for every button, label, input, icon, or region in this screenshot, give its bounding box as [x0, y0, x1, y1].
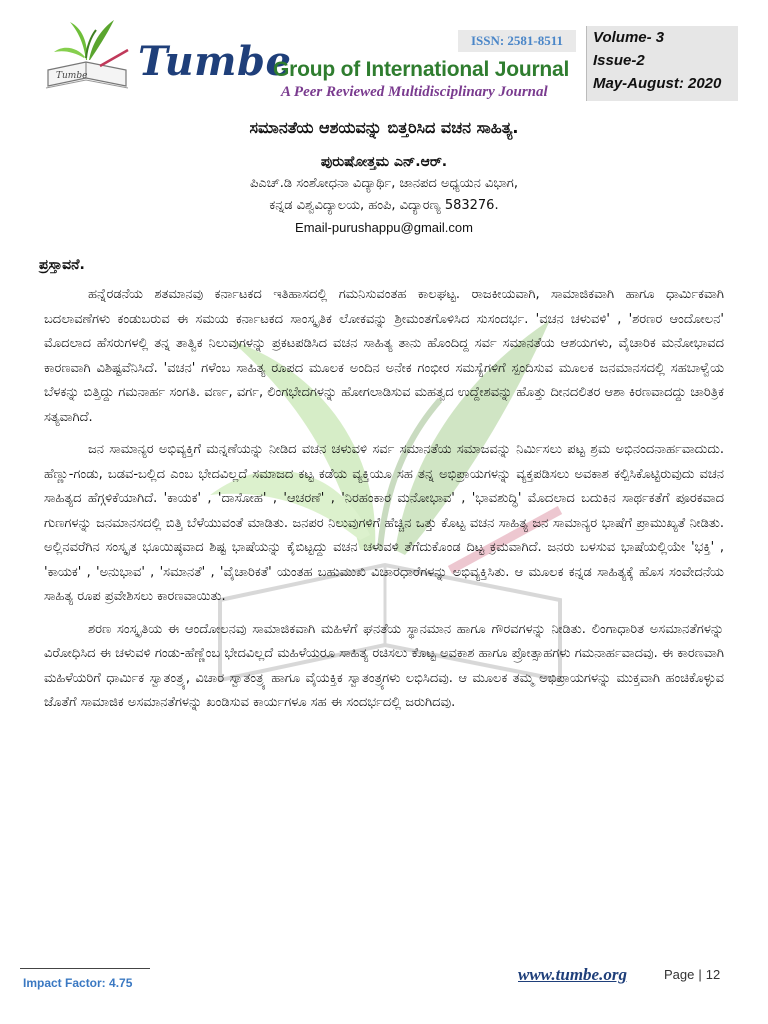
journal-logo: [40, 8, 135, 100]
page-separator: |: [698, 967, 702, 982]
issn-badge: ISSN: 2581-8511: [458, 30, 576, 52]
paragraph: ಹನ್ನೆರಡನೆಯ ಶತಮಾನವು ಕರ್ನಾಟಕದ ಇತಿಹಾಸದಲ್ಲಿ ಗಮನಿಸುವಂತಹ ಕಾಲಘಟ್ಟ. ರಾಜಕೀಯವಾಗಿ, ಸಾಮಾಜಿಕವಾಗಿ ಹಾಗೂ ಧಾರ್ಮಿಕವಾಗಿ ಬದಲಾವಣೆಗಳು ಕಂಡುಬರುವ ಈ ಸಮಯ ಕರ್ನಾಟಕದ ಸಾಂಸ್ಕೃತಿಕ ಲೋಕವನ್ನು ಶ್ರೀಮಂತಗೊಳಿಸಿದ ಸುಸಂದರ್ಭ. 'ವಚನ ಚಳುವಳಿ' , 'ಶರಣರ ಆಂದೋಲನ' ಮೊದಲಾದ ಹೆಸರುಗಳಲ್ಲಿ ತನ್ನ ತಾತ್ವಿಕ ನಿಲುವುಗಳನ್ನು ಪ್ರಕಟಪಡಿಸಿದ ವಚನ ಸಾಹಿತ್ಯ ತಾನು ಹೊಂದಿದ್ದ ಸರ್ವ ಸಮಾನತೆಯ ಆಶಯಗಳು, ವೈಚಾರಿಕ ಮನೋಭಾವದ ಕಾರಣವಾಗಿ ವಿಶಿಷ್ಟವೆನಿಸಿದೆ. 'ವಚನ' ಗಳೆಂಬ ಸಾಹಿತ್ಯ ರೂಪದ ಮೂಲಕ ಅಂದಿನ ಅನೇಕ ಗಂಭೀರ ಸಮಸ್ಯೆಗಳಿಗೆ ಸ್ಪಂದಿಸುವ ಮೂಲಕ ಜನಮಾನಸದಲ್ಲಿ ಸಹಬಾಳ್ವೆಯ ಬೆಳಕನ್ನು ಬಿತ್ತಿದ್ದು ಗಮನಾರ್ಹ ಸಂಗತಿ. ವರ್ಣ, ವರ್ಗ, ಲಿಂಗಭೇದಗಳನ್ನು ಹೋಗಲಾಡಿಸುವ ಮಹತ್ವದ ಉದ್ದೇಶವನ್ನು ಹೊತ್ತು ದೀನದಲಿತರ ಆಶಾ ಕಿರಣವಾದದ್ದು ಚಾರಿತ್ರಿಕ ಸತ್ಯವಾಗಿದೆ.: [44, 287, 724, 425]
volume-label: Volume- 3: [593, 29, 665, 46]
page-number-block: [664, 967, 720, 982]
footer-divider: [20, 968, 150, 969]
svg-text:Tumbe: Tumbe: [56, 71, 88, 81]
section-heading: ಪ್ರಸ್ತಾವನೆ.: [39, 257, 85, 273]
author-affiliation-line-1: ಪಿಎಚ್.ಡಿ ಸಂಶೋಧನಾ ವಿದ್ಯಾರ್ಥಿ, ಜಾನಪದ ಅಧ್ಯಯನ ವಿಭಾಗ,: [250, 176, 518, 191]
paragraph: ಜನ ಸಾಮಾನ್ಯರ ಅಭಿವ್ಯಕ್ತಿಗೆ ಮನ್ನಣೆಯನ್ನು ನೀಡಿದ ವಚನ ಚಳುವಳಿ ಸರ್ವ ಸಮಾನತೆಯ ಸಮಾಜವನ್ನು ನಿರ್ಮಿಸಲು ಪಟ್ಟ ಶ್ರಮ ಅಭಿನಂದನಾರ್ಹವಾದುದು. ಹೆಣ್ಣು-ಗಂಡು, ಬಡವ-ಬಲ್ಲಿದ ಎಂಬ ಭೇದವಿಲ್ಲದೆ ಸಮಾಜದ ಕಟ್ಟ ಕಡೆಯ ವ್ಯಕ್ತಿಯೂ ಸಹ ತನ್ನ ಅಭಿಪ್ರಾಯಗಳನ್ನು ವ್ಯಕ್ತಪಡಿಸಲು ಅವಕಾಶ ಕಲ್ಪಿಸಿಕೊಟ್ಟಿರುವುದು ವಚನ ಸಾಹಿತ್ಯದ ಹೆಗ್ಗಳಿಕೆಯಾಗಿದೆ. 'ಕಾಯಕ' , 'ದಾಸೋಹ' , 'ಆಚರಣೆ' , 'ನಿರಹಂಕಾರ ಮನೋಭಾವ' , 'ಭಾವಶುದ್ಧಿ' ಮೊದಲಾದ ಬದುಕಿನ ಸಾರ್ಥಕತೆಗೆ ಪೂರಕವಾದ ಗುಣಗಳನ್ನು ಜನಮಾನಸದಲ್ಲಿ ಬಿತ್ತಿ ಬೆಳೆಯುವಂತೆ ಮಾಡಿತು. ಜನಪರ ನಿಲುವುಗಳಿಗೆ ಹೆಚ್ಚಿನ ಒತ್ತು ಕೊಟ್ಟ ವಚನ ಸಾಹಿತ್ಯ ಜನ ಸಾಮಾನ್ಯರ ಭಾಷೆಗೆ ಪ್ರಾಮುಖ್ಯತೆ ನೀಡಿತು. ಅಲ್ಲಿನವರೆಗಿನ ಸಂಸ್ಕೃತ ಭೂಯಿಷ್ಠವಾದ ಶಿಷ್ಟ ಭಾಷೆಯನ್ನು ಕೈಬಿಟ್ಟದ್ದು ವಚನ ಚಳುವಳಿ ತೆಗೆದುಕೊಂಡ ದಿಟ್ಟ ಕ್ರಮವಾಗಿದೆ. ಜನರು ಬಳಸುವ ಭಾಷೆಯಲ್ಲಿಯೇ 'ಭಕ್ತಿ' , 'ಕಾಯಕ' , 'ಅನುಭಾವ' , 'ಸಮಾನತೆ' , 'ವೈಚಾರಿಕತೆ' ಯಂತಹ ಬಹುಮುಖಿ ವಿಚಾರಧಾರೆಗಳನ್ನು ಅಭಿವ್ಯಕ್ತಿಸಿತು. ಆ ಮೂಲಕ ಕನ್ನಡ ಸಾಹಿತ್ಯಕ್ಕೆ ಹೊಸ ಸಂವೇದನೆಯ ಸಾಹಿತ್ಯ ರೂಪ ಪ್ರವೇಶಿಸಲು ಕಾರಣವಾಯಿತು.: [44, 442, 724, 604]
volume-issue-box: [586, 26, 738, 101]
journal-tagline: A Peer Reviewed Multidisciplinary Journal: [281, 84, 548, 100]
article-author: ಪುರುಷೋತ್ತಮ ಎನ್.ಆರ್.: [320, 154, 448, 170]
page-number: 12: [705, 967, 721, 982]
article-body: [39, 118, 724, 716]
period-label: May-August: 2020: [593, 75, 722, 92]
author-email: Email-purushappu@gmail.com: [295, 220, 473, 235]
author-affiliation-line-2: ಕನ್ನಡ ವಿಶ್ವವಿದ್ಯಾಲಯ, ಹಂಪಿ, ವಿದ್ಯಾರಣ್ಯ 583276.: [269, 198, 499, 213]
issue-label: Issue-2: [593, 52, 645, 69]
page-label: Page: [664, 967, 695, 982]
journal-group-title: Group of International Journal: [273, 58, 570, 81]
journal-website-link[interactable]: www.tumbe.org: [518, 965, 627, 984]
article-title: ಸಮಾನತೆಯ ಆಶಯವನ್ನು ಬಿತ್ತರಿಸಿದ ವಚನ ಸಾಹಿತ್ಯ.: [249, 118, 519, 137]
brand-name: Tumbe: [138, 38, 292, 85]
impact-factor: Impact Factor: 4.75: [23, 976, 133, 990]
paragraph: ಶರಣ ಸಂಸ್ಕೃತಿಯ ಈ ಆಂದೋಲನವು ಸಾಮಾಜಿಕವಾಗಿ ಮಹಿಳೆಗೆ ಘನತೆಯ ಸ್ಥಾನಮಾನ ಹಾಗೂ ಗೌರವಗಳನ್ನು ನೀಡಿತು. ಲಿಂಗಾಧಾರಿತ ಅಸಮಾನತೆಗಳನ್ನು ವಿರೋಧಿಸಿದ ಈ ಚಳುವಳಿ ಗಂಡು-ಹೆಣ್ಣೆಂಬ ಭೇದವಿಲ್ಲದೆ ಮಹಿಳೆಯರೂ ಸಾಹಿತ್ಯ ರಚಿಸಲು ಕೊಟ್ಟ ಅವಕಾಶ ಹಾಗೂ ಪ್ರೋತ್ಸಾಹಗಳು ಗಮನಾರ್ಹವಾದವು. ಈ ಕಾರಣವಾಗಿ ಮಹಿಳೆಯರಿಗೆ ಧಾರ್ಮಿಕ ಸ್ವಾತಂತ್ರ್ಯ, ವಿಚಾರ ಸ್ವಾತಂತ್ರ್ಯ ಹಾಗೂ ವೈಯಕ್ತಿಕ ಸ್ವಾತಂತ್ರ್ಯಗಳು ಲಭಿಸಿದವು. ಆ ಮೂಲಕ ತಮ್ಮ ಅಭಿಪ್ರಾಯಗಳನ್ನು ಮುಕ್ತವಾಗಿ ಹಂಚಿಕೊಳ್ಳುವ ಜೊತೆಗೆ ಸಾಮಾಜಿಕ ಅಸಮಾನತೆಗಳನ್ನು ಖಂಡಿಸುವ ಕಾರ್ಯಗಳೂ ಸಹ ಈ ಸಂದರ್ಭದಲ್ಲಿ ಜರುಗಿದವು.: [44, 621, 724, 710]
